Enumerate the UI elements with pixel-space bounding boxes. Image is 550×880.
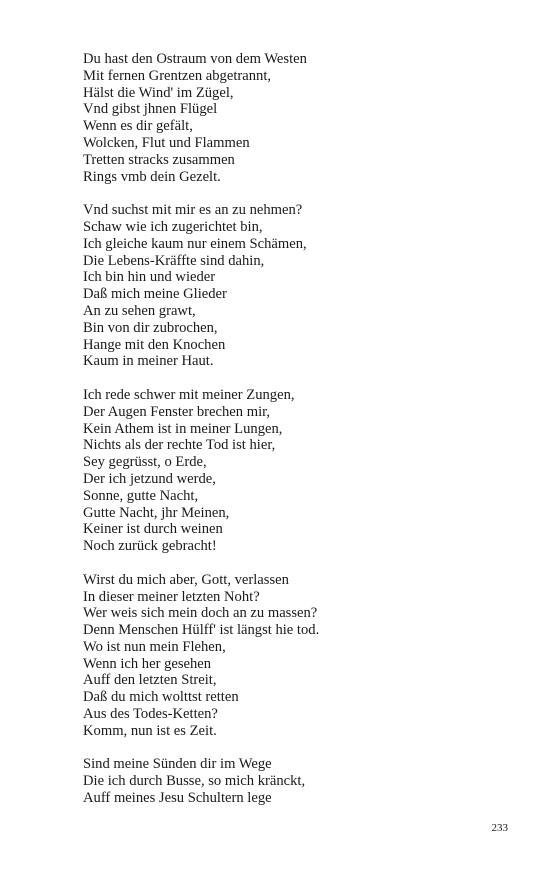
poem-line: Sind meine Sünden dir im Wege xyxy=(83,756,272,773)
poem-line: Ich gleiche kaum nur einem Schämen, xyxy=(83,235,307,252)
stanza xyxy=(83,756,503,806)
poem-line: Ich rede schwer mit meiner Zungen, xyxy=(83,386,295,403)
poem-line: Vnd suchst mit mir es an zu nehmen? xyxy=(83,202,303,219)
poem-line: Sey gegrüsst, o Erde, xyxy=(83,454,207,471)
poem-line: Hange mit den Knochen xyxy=(83,336,226,353)
poem-line: Der Augen Fenster brechen mir, xyxy=(83,403,271,420)
poem-body xyxy=(83,51,503,824)
poem-line: Sonne, gutte Nacht, xyxy=(83,487,199,504)
poem-line: Wer weis sich mein doch an zu massen? xyxy=(83,605,318,622)
stanza xyxy=(83,387,503,555)
poem-line: Hälst die Wind' im Zügel, xyxy=(83,84,234,101)
poem-line: Auff den letzten Streit, xyxy=(83,672,217,689)
poem-line: In dieser meiner letzten Noht? xyxy=(83,588,260,605)
poem-line: Kaum in meiner Haut. xyxy=(83,353,214,370)
poem-line: Kein Athem ist in meiner Lungen, xyxy=(83,420,283,437)
stanza xyxy=(83,51,503,185)
poem-line: Daß du mich wolttst retten xyxy=(83,689,239,706)
poem-line: Aus des Todes-Ketten? xyxy=(83,706,218,723)
stanza xyxy=(83,572,503,740)
poem-line: Noch zurück gebracht! xyxy=(83,538,217,555)
poem-line: Wolcken, Flut und Flammen xyxy=(83,134,250,151)
poem-line: Wenn ich her gesehen xyxy=(83,655,212,672)
stanza xyxy=(83,202,503,370)
poem-line: Keiner ist durch weinen xyxy=(83,521,223,538)
poem-line: Der ich jetzund werde, xyxy=(83,470,216,487)
poem-line: Wirst du mich aber, Gott, verlassen xyxy=(83,571,289,588)
poem-line: Denn Menschen Hülff' ist längst hie tod. xyxy=(83,622,320,639)
poem-line: Schaw wie ich zugerichtet bin, xyxy=(83,218,263,235)
poem-line: Daß mich meine Glieder xyxy=(83,286,227,303)
poem-line: Du hast den Ostraum von dem Westen xyxy=(83,51,307,67)
poem-line: Wenn es dir gefält, xyxy=(83,118,193,135)
poem-line: Gutte Nacht, jhr Meinen, xyxy=(83,504,230,521)
poem-line: Tretten stracks zusammen xyxy=(83,151,235,168)
poem-line: Die ich durch Busse, so mich kränckt, xyxy=(83,773,306,790)
poem-line: Vnd gibst jhnen Flügel xyxy=(83,101,218,118)
poem-line: Ich bin hin und wieder xyxy=(83,269,216,286)
page-number: 233 xyxy=(491,822,508,834)
poem-line: Mit fernen Grentzen abgetrannt, xyxy=(83,67,272,84)
poem-line: Rings vmb dein Gezelt. xyxy=(83,168,221,185)
poem-line: Nichts als der rechte Tod ist hier, xyxy=(83,437,276,454)
poem-line: An zu sehen grawt, xyxy=(83,302,196,319)
poem-line: Die Lebens-Kräffte sind dahin, xyxy=(83,252,265,269)
poem-line: Auff meines Jesu Schultern lege xyxy=(83,790,272,807)
poem-line: Bin von dir zubrochen, xyxy=(83,319,218,336)
poem-line: Wo ist nun mein Flehen, xyxy=(83,638,226,655)
poem-line: Komm, nun ist es Zeit. xyxy=(83,722,217,739)
